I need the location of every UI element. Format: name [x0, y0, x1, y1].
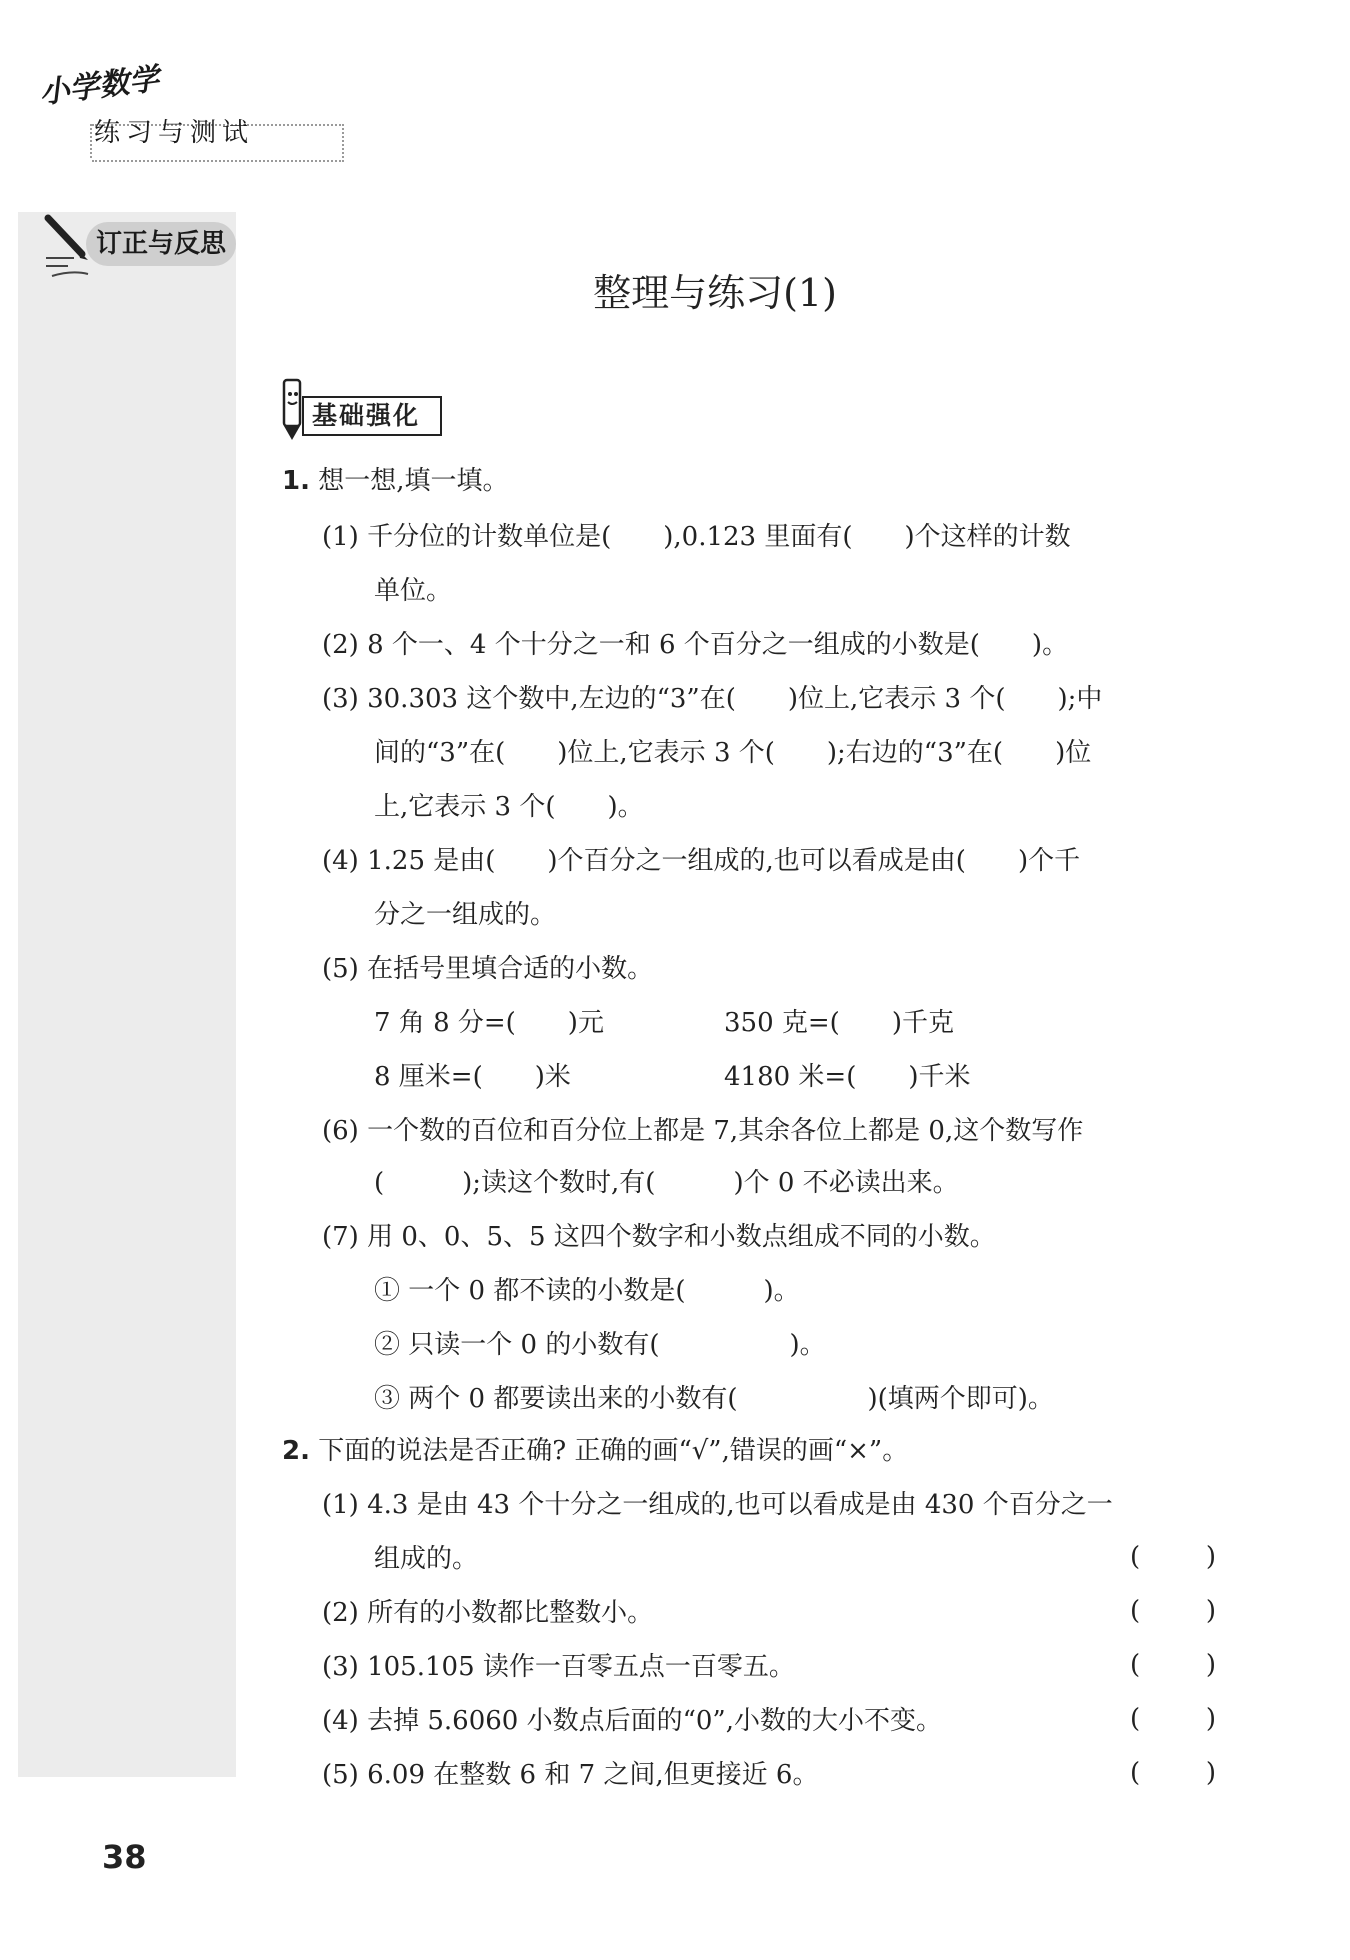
answer-blank-4[interactable]: ( ) — [1130, 1704, 1216, 1734]
q1-part-1-line-2: 单位。 — [374, 576, 453, 606]
q2-statement-1-line-2: 组成的。 — [374, 1544, 479, 1574]
q2-statement-2: (2) 所有的小数都比整数小。 — [322, 1598, 654, 1628]
question-2 — [282, 1434, 908, 1468]
q1-part-5-item-c: 8 厘米=( )米 — [374, 1062, 571, 1092]
series-subtitle: 练习与测试 — [94, 118, 255, 148]
q1-part-3-line-2: 间的“3”在( )位上,它表示 3 个( );右边的“3”在( )位 — [374, 738, 1092, 768]
q1-part-5-item-a: 7 角 8 分=( )元 — [374, 1008, 604, 1038]
q2-statement-1-line-1: (1) 4.3 是由 43 个十分之一组成的,也可以看成是由 430 个百分之一 — [322, 1490, 1113, 1520]
q1-part-4-line-2: 分之一组成的。 — [374, 900, 557, 930]
q1-part-7-sub-3: ③ 两个 0 都要读出来的小数有( )(填两个即可)。 — [374, 1384, 1054, 1414]
answer-blank-2[interactable]: ( ) — [1130, 1596, 1216, 1626]
q1-part-4-line-1: (4) 1.25 是由( )个百分之一组成的,也可以看成是由( )个千 — [322, 846, 1081, 876]
page-number: 38 — [102, 1838, 147, 1876]
q1-part-7: (7) 用 0、0、5、5 这四个数字和小数点组成不同的小数。 — [322, 1222, 996, 1252]
q1-part-5-item-d: 4180 米=( )千米 — [724, 1062, 971, 1092]
q1-part-7-sub-2: ② 只读一个 0 的小数有( )。 — [374, 1330, 826, 1360]
answer-blank-3[interactable]: ( ) — [1130, 1650, 1216, 1680]
revision-tag: 订正与反思 — [86, 222, 236, 266]
revision-sidebar — [18, 212, 236, 1777]
answer-blank-1[interactable]: ( ) — [1130, 1542, 1216, 1572]
question-1 — [282, 464, 509, 498]
q1-part-2: (2) 8 个一、4 个十分之一和 6 个百分之一组成的小数是( )。 — [322, 630, 1069, 660]
section-heading: 基础强化 — [302, 396, 442, 436]
q1-part-3-line-3: 上,它表示 3 个( )。 — [374, 792, 644, 822]
q1-part-7-sub-1: ① 一个 0 都不读的小数是( )。 — [374, 1276, 800, 1306]
q1-part-6-line-2: ( );读这个数时,有( )个 0 不必读出来。 — [374, 1168, 959, 1198]
answer-blank-5[interactable]: ( ) — [1130, 1758, 1216, 1788]
q1-part-1-line-1: (1) 千分位的计数单位是( ),0.123 里面有( )个这样的计数 — [322, 522, 1071, 552]
series-title: 小学数学 — [37, 61, 161, 112]
q2-statement-5: (5) 6.09 在整数 6 和 7 之间,但更接近 6。 — [322, 1760, 819, 1790]
question-number: 2. — [282, 1436, 310, 1466]
q2-statement-4: (4) 去掉 5.6060 小数点后面的“0”,小数的大小不变。 — [322, 1706, 942, 1736]
q1-part-5: (5) 在括号里填合适的小数。 — [322, 954, 654, 984]
q1-part-3-line-1: (3) 30.303 这个数中,左边的“3”在( )位上,它表示 3 个( );中 — [322, 684, 1103, 714]
q2-statement-3: (3) 105.105 读作一百零五点一百零五。 — [322, 1652, 795, 1682]
q1-part-6-line-1: (6) 一个数的百位和百分位上都是 7,其余各位上都是 0,这个数写作 — [322, 1116, 1084, 1146]
q1-part-5-item-b: 350 克=( )千克 — [724, 1008, 954, 1038]
page-title: 整理与练习(1) — [593, 271, 837, 315]
question-text: 下面的说法是否正确? 正确的画“√”,错误的画“×”。 — [318, 1436, 909, 1466]
question-text: 想一想,填一填。 — [318, 466, 509, 496]
question-number: 1. — [282, 466, 310, 496]
